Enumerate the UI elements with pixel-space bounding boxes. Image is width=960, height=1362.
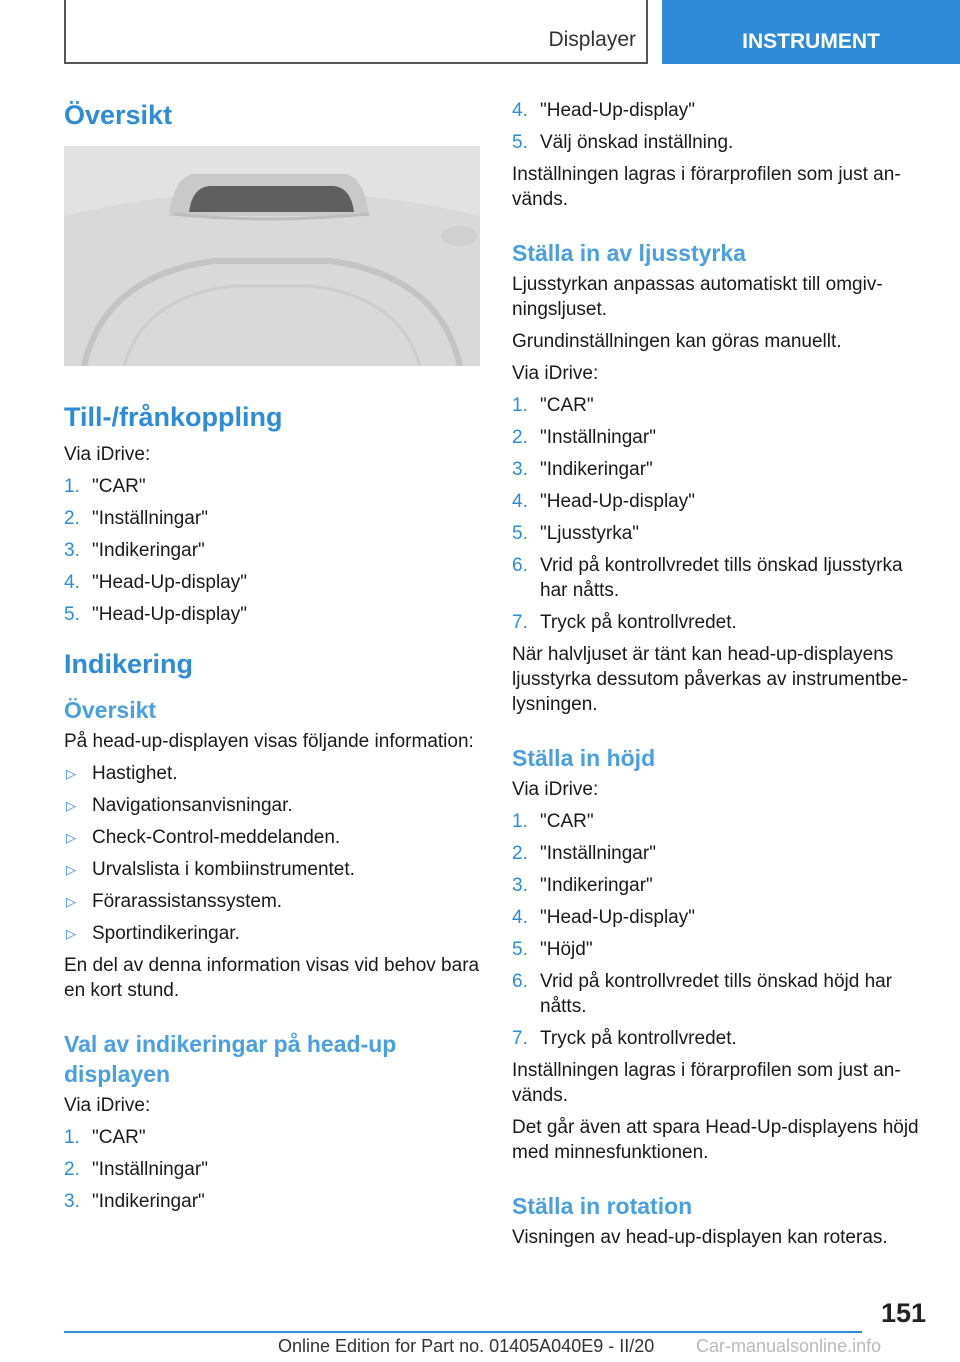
overview-heading: Översikt [64, 100, 173, 130]
list-item: ▷ Förarassistanssystem. [66, 891, 283, 912]
list-item: ▷ Sportindikeringar. [66, 923, 240, 944]
left-column [64, 98, 480, 1221]
list-item: ▷ Hastighet. [66, 763, 178, 784]
list-item: 2. "Inställningar" [512, 427, 656, 448]
list-item: ▷ Navigationsanvisningar. [66, 795, 293, 816]
watermark-logo: Car-manualsonline.info [696, 1336, 882, 1356]
select-steps-list [64, 1125, 480, 1214]
brightness-steps-list [512, 393, 928, 635]
list-item: 3. "Indikeringar" [64, 540, 205, 561]
list-item: 5. "Head-Up-display" [64, 604, 247, 625]
footer-divider [64, 1331, 862, 1333]
list-item: 5. "Höjd" [512, 939, 593, 960]
select-via: Via iDrive: [64, 1095, 151, 1116]
height-via: Via iDrive: [512, 779, 599, 800]
list-item: 1. "CAR" [512, 811, 594, 832]
list-item: 2. "Inställningar" [64, 508, 208, 529]
header-chapter-tab: INSTRUMENT [662, 0, 960, 64]
list-item: 1. "CAR" [64, 1127, 146, 1148]
footer-edition: Online Edition for Part no. 01405A040E9 - II/20 [278, 1336, 655, 1356]
select-note: Inställningen lagras i förarprofilen som just används. [512, 164, 901, 210]
list-item: 3. "Indikeringar" [64, 1191, 205, 1212]
list-item: ▷ Check-Control-meddelanden. [66, 827, 341, 848]
list-item: 5. Välj önskad inställning. [512, 132, 734, 153]
head-up-display-photo [64, 146, 480, 366]
toggle-heading: Till-/frånkoppling [64, 402, 283, 432]
list-item: 4. "Head-Up-display" [512, 491, 695, 512]
list-item: 4. "Head-Up-display" [512, 907, 695, 928]
list-item: 6. Vrid på kontrollvredet tills önskad höjd har nåtts. [512, 971, 893, 1017]
brightness-note: När halvljuset är tänt kan head-up-displayens ljusstyrka dessutom påverkas av instrumentbelysningen. [512, 644, 908, 715]
brightness-paragraph-2: Grundinställningen kan göras manuellt. [512, 331, 842, 352]
rotation-heading: Ställa in rotation [512, 1193, 693, 1219]
list-item: ▷ Urvalslista i kombiinstrumentet. [66, 859, 355, 880]
select-heading: Val av indikeringar på head-up displayen [64, 1031, 397, 1087]
toggle-via: Via iDrive: [64, 444, 151, 465]
right-column [512, 98, 928, 1257]
indication-heading: Indikering [64, 649, 194, 679]
list-item: 3. "Indikeringar" [512, 459, 653, 480]
indication-items-list [64, 761, 480, 946]
list-item: 2. "Inställningar" [512, 843, 656, 864]
indication-note: En del av denna information visas vid behov bara en kort stund. [64, 955, 480, 1001]
list-item: 1. "CAR" [512, 395, 594, 416]
triangle-bullet-icon: ▷ [66, 862, 76, 877]
brightness-via: Via iDrive: [512, 363, 599, 384]
list-item: 1. "CAR" [64, 476, 146, 497]
toggle-steps-list [64, 474, 480, 627]
brightness-heading: Ställa in av ljusstyrka [512, 240, 746, 266]
indication-intro: På head-up-displayen visas följande information: [64, 731, 474, 752]
triangle-bullet-icon: ▷ [66, 766, 76, 781]
height-note-1: Inställningen lagras i förarprofilen som just används. [512, 1060, 901, 1106]
triangle-bullet-icon: ▷ [66, 894, 76, 909]
height-steps-list [512, 809, 928, 1051]
header-section-title: Displayer [548, 28, 636, 51]
brightness-paragraph-1: Ljusstyrkan anpassas automatiskt till omgivningsljuset. [512, 274, 883, 320]
indication-subheading: Översikt [64, 697, 157, 723]
select-steps-cont-list [512, 98, 928, 155]
height-heading: Ställa in höjd [512, 745, 656, 771]
list-item: 4. "Head-Up-display" [64, 572, 247, 593]
list-item: 4. "Head-Up-display" [512, 100, 695, 121]
triangle-bullet-icon: ▷ [66, 798, 76, 813]
rotation-paragraph: Visningen av head-up-displayen kan roteras. [512, 1227, 888, 1248]
triangle-bullet-icon: ▷ [66, 830, 76, 845]
height-note-2: Det går även att spara Head-Up-displayens höjd med minnesfunktionen. [512, 1117, 919, 1163]
dashboard-illustration [64, 146, 480, 366]
list-item: 7. Tryck på kontrollvredet. [512, 1028, 737, 1049]
list-item: 5. "Ljusstyrka" [512, 523, 640, 544]
list-item: 7. Tryck på kontrollvredet. [512, 612, 737, 633]
list-item: 3. "Indikeringar" [512, 875, 653, 896]
list-item: 2. "Inställningar" [64, 1159, 208, 1180]
list-item: 6. Vrid på kontrollvredet tills önskad ljusstyrka har nåtts. [512, 555, 903, 601]
triangle-bullet-icon: ▷ [66, 926, 76, 941]
page-number: 151 [880, 1298, 926, 1328]
